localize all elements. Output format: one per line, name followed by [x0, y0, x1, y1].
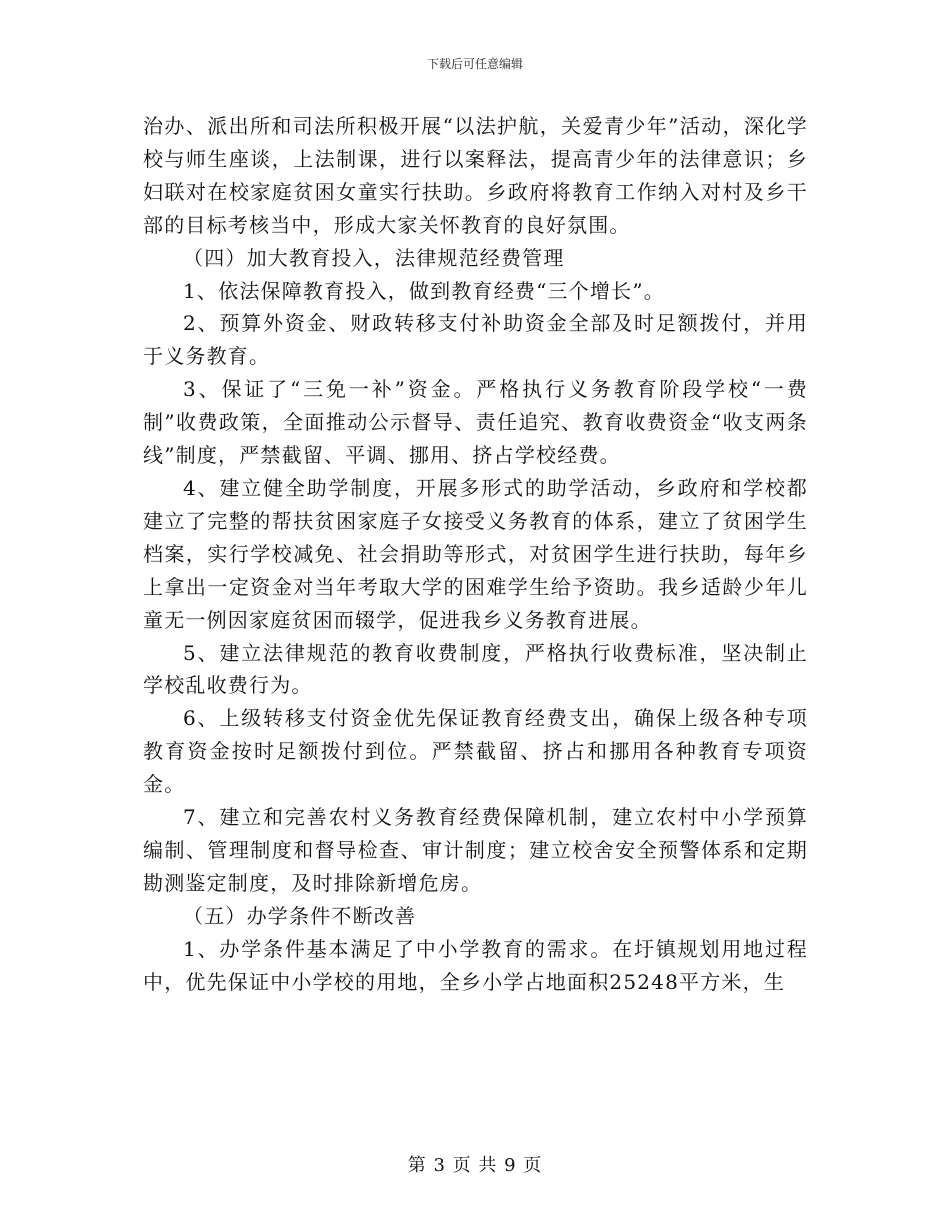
document-body — [143, 110, 808, 998]
page-header-note: 下载后可任意编辑 — [426, 57, 523, 71]
list-item-3: 3、保证了“三免一补”资金。严格执行义务教育阶段学校“一费制”收费政策，全面推动公示督导、责任追究、教育收费资金“收支两条线”制度，严禁截留、平调、挪用、挤占学校经费。 — [143, 377, 808, 468]
paragraph-continuation: 治办、派出所和司法所积极开展“以法护航，关爱青少年”活动，深化学校与师生座谈，上法制课，进行以案释法，提高青少年的法律意识；乡妇联对在校家庭贫困女童实行扶助。乡政府将教育工作纳入对村及乡干部的目标考核当中，形成大家关怀教育的良好氛围。 — [143, 114, 808, 237]
list-item-5: 5、建立法律规范的教育收费制度，严格执行收费标准，坚决制止学校乱收费行为。 — [143, 640, 808, 698]
list-item-1: 1、依法保障教育投入，做到教育经费“三个增长”。 — [183, 278, 665, 303]
page-number-footer: 第 3 页 共 9 页 — [407, 1155, 543, 1176]
section-heading-5: （五）办学条件不断改善 — [183, 903, 417, 928]
list-item-4: 4、建立健全助学制度，开展多形式的助学活动，乡政府和学校都建立了完整的帮扶贫困家庭子女接受义务教育的体系，建立了贫困学生档案，实行学校减免、社会捐助等形式，对贫困学生进行扶助，每年乡上拿出一定资金对当年考取大学的困难学生给予资助。我乡适龄少年儿童无一例因家庭贫困而辍学，促进我乡义务教育进展。 — [143, 475, 808, 632]
list-item-2: 2、预算外资金、财政转移支付补助资金全部及时足额拨付，并用于义务教育。 — [143, 311, 808, 369]
list-item-6: 6、上级转移支付资金优先保证教育经费支出，确保上级各种专项教育资金按时足额拨付到位。严禁截留、挤占和挪用各种教育专项资金。 — [143, 706, 808, 797]
list-item-5-1: 1、办学条件基本满足了中小学教育的需求。在圩镇规划用地过程中，优先保证中小学校的用地，全乡小学占地面积25248平方米，生 — [143, 936, 808, 994]
section-heading-4: （四）加大教育投入，法律规范经费管理 — [183, 245, 565, 270]
list-item-7: 7、建立和完善农村义务教育经费保障机制，建立农村中小学预算编制、管理制度和督导检查、审计制度；建立校舍安全预警体系和定期勘测鉴定制度，及时排除新增危房。 — [143, 805, 808, 895]
